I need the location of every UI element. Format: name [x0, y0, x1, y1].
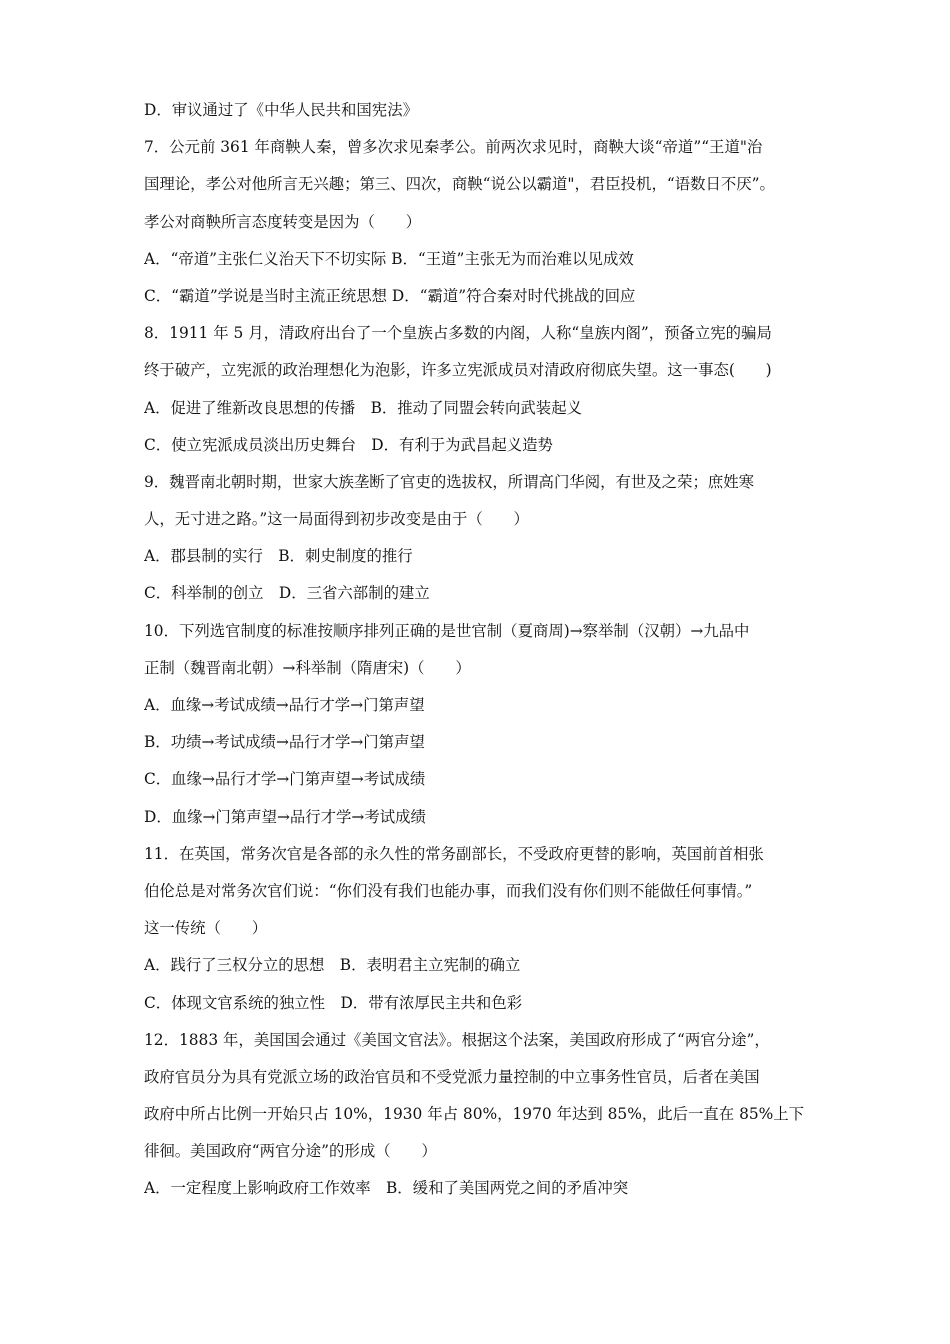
- question-10-option-d: D．血缘→门第声望→品行才学→考试成绩: [144, 807, 426, 826]
- question-12-line-3: 政府中所占比例一开始只占 10%，1930 年占 80%，1970 年达到 85%，此后一直在 85%上下: [144, 1105, 805, 1124]
- question-11-line-2: 伯伦总是对常务次官们说：“你们没有我们也能办事，而我们没有你们则不能做任何事情。”: [144, 881, 753, 900]
- question-8-options-cd: C．使立宪派成员淡出历史舞台 D．有利于为武昌起义造势: [144, 435, 553, 454]
- question-12-line-4: 徘徊。美国政府“两官分途”的形成（ ）: [144, 1142, 437, 1161]
- question-11-options-ab: A．践行了三权分立的思想 B．表明君主立宪制的确立: [144, 956, 521, 975]
- question-7-line-1: 7．公元前 361 年商鞅人秦，曾多次求见秦孝公。前两次求见时，商鞅大谈“帝道”“王道"治: [144, 138, 763, 157]
- question-10-line-1: 10．下列选官制度的标准按顺序排列正确的是世官制（夏商周)→察举制（汉朝）→九品中: [144, 621, 750, 640]
- question-8-options-ab: A．促进了维新改良思想的传播 B．推动了同盟会转向武装起义: [144, 398, 582, 417]
- question-7-options-cd: C．“霸道”学说是当时主流正统思想 D．“霸道”符合秦对时代挑战的回应: [144, 286, 636, 305]
- question-8-line-2: 终于破产，立宪派的政治理想化为泡影，许多立宪派成员对清政府彻底失望。这一事态( ): [144, 361, 772, 380]
- question-12-options-ab: A．一定程度上影响政府工作效率 B．缓和了美国两党之间的矛盾冲突: [144, 1179, 629, 1198]
- question-11-options-cd: C．体现文官系统的独立性 D．带有浓厚民主共和色彩: [144, 993, 523, 1012]
- question-10-option-a: A．血缘→考试成绩→品行才学→门第声望: [144, 696, 425, 714]
- question-8-line-1: 8．1911 年 5 月，清政府出台了一个皇族占多数的内阁，人称“皇族内阁”，预备立宪的骗局: [144, 324, 772, 343]
- question-9-line-1: 9．魏晋南北朝时期，世家大族垄断了官吏的选拔权，所谓高门华阅，有世及之荣；庶姓寒: [144, 472, 755, 491]
- question-12-line-1: 12．1883 年，美国国会通过《美国文官法》。根据这个法案，美国政府形成了“两官分途”，: [144, 1030, 770, 1049]
- document-body: [144, 92, 810, 1208]
- option-line: D．审议通过了《中华人民共和国宪法》: [144, 101, 418, 119]
- question-9-line-2: 人，无寸进之路。”这一局面得到初步改变是由于（ ）: [144, 510, 529, 529]
- question-11-line-3: 这一传统（ ）: [144, 919, 268, 938]
- question-10-line-2: 正制（魏晋南北朝）→科举制（隋唐宋)（ ）: [144, 658, 471, 677]
- question-10-option-c: C．血缘→品行才学→门第声望→考试成绩: [144, 770, 426, 789]
- question-10-option-b: B．功绩→考试成绩→品行才学→门第声望: [144, 733, 425, 752]
- question-7-line-3: 孝公对商鞅所言态度转变是因为（ ）: [144, 212, 422, 231]
- question-12-line-2: 政府官员分为具有党派立场的政治官员和不受党派力量控制的中立事务性官员，后者在美国: [144, 1067, 760, 1086]
- question-7-line-2: 国理论，孝公对他所言无兴趣；第三、四次，商鞅“说公以霸道"，君臣投机，“语数日不厌”。: [144, 175, 775, 194]
- question-11-line-1: 11．在英国，常务次官是各部的永久性的常务副部长，不受政府更替的影响，英国前首相张: [144, 844, 764, 863]
- question-7-options-ab: A．“帝道”主张仁义治天下不切实际 B．“王道”主张无为而治难以见成效: [144, 249, 634, 268]
- question-9-options-cd: C．科举制的创立 D．三省六部制的建立: [144, 584, 430, 603]
- question-9-options-ab: A．郡县制的实行 B．刺史制度的推行: [144, 547, 413, 566]
